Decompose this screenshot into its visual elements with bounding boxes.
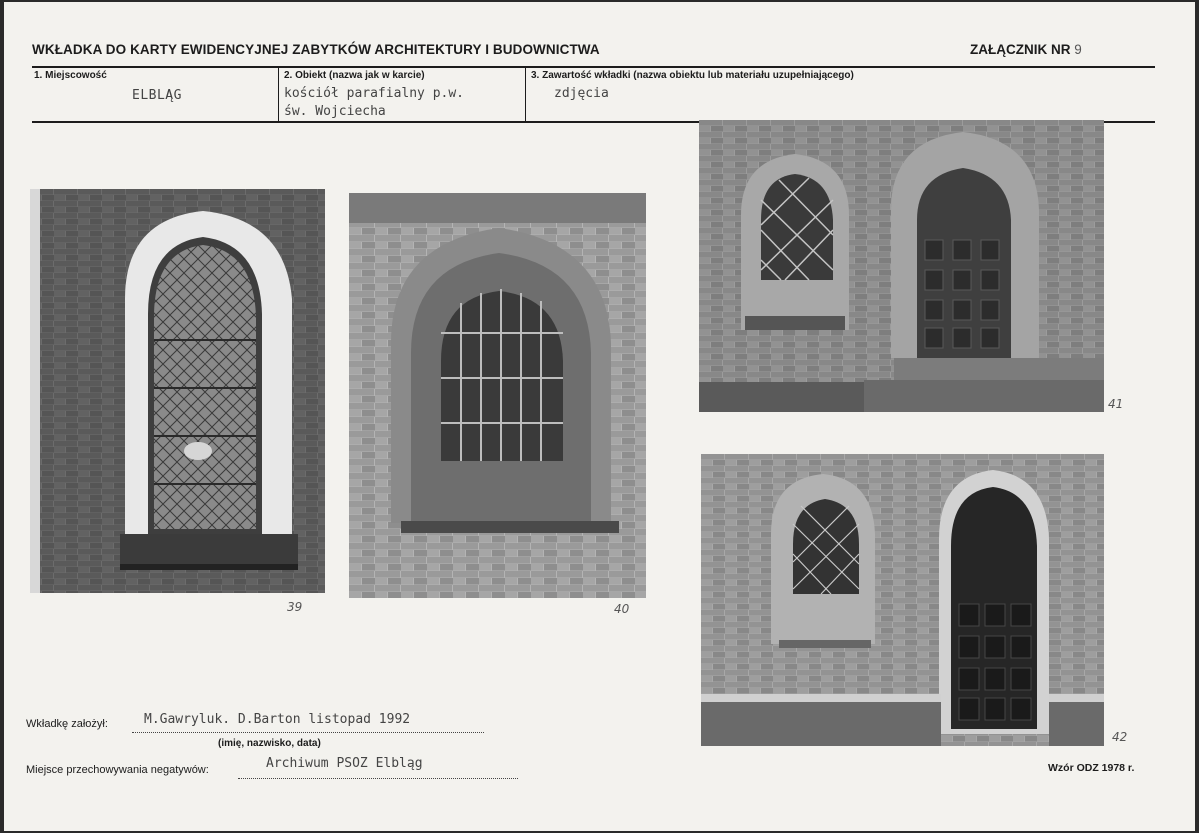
storage-dotted-line <box>238 778 518 779</box>
author-value: M.Gawryluk. D.Barton listopad 1992 <box>144 712 411 727</box>
photo-42 <box>701 454 1104 746</box>
author-dotted-line <box>132 732 484 733</box>
photo-41-number: 41 <box>1108 397 1124 411</box>
object-value-line1: kościół parafialny p.w. <box>284 86 465 101</box>
annex-label <box>970 42 1082 57</box>
form-reference: Wzór ODZ 1978 r. <box>1048 762 1135 774</box>
photo-42-image <box>701 454 1104 746</box>
storage-value: Archiwum PSOZ Elbląg <box>266 756 423 771</box>
annex-number: 9 <box>1074 42 1082 57</box>
photo-39-number: 39 <box>287 600 303 614</box>
author-label: Wkładkę założył: <box>26 718 108 730</box>
header-top-rule <box>32 66 1155 68</box>
locality-value: ELBLĄG <box>132 88 182 103</box>
object-value-line2: św. Wojciecha <box>284 104 386 119</box>
content-label: 3. Zawartość wkładki (nazwa obiektu lub materiału uzupełniającego) <box>531 70 854 81</box>
header-divider-1 <box>278 66 279 122</box>
record-sheet <box>4 2 1195 831</box>
photo-40-image <box>349 193 646 598</box>
object-label: 2. Obiekt (nazwa jak w karcie) <box>284 70 425 81</box>
storage-label: Miejsce przechowywania negatywów: <box>26 764 209 776</box>
photo-41 <box>699 120 1104 412</box>
locality-label: 1. Miejscowość <box>34 70 107 81</box>
photo-39 <box>30 189 325 593</box>
photo-40 <box>349 193 646 598</box>
photo-40-number: 40 <box>614 602 630 616</box>
document-title: WKŁADKA DO KARTY EWIDENCYJNEJ ZABYTKÓW ARCHITEKTURY I BUDOWNICTWA <box>32 42 600 57</box>
header-divider-2 <box>525 66 526 122</box>
annex-label-text: ZAŁĄCZNIK NR <box>970 42 1071 57</box>
photo-41-image <box>699 120 1104 412</box>
author-sub-label: (imię, nazwisko, data) <box>218 738 321 749</box>
photo-42-number: 42 <box>1112 730 1128 744</box>
content-value: zdjęcia <box>554 86 609 101</box>
photo-39-image <box>30 189 325 593</box>
